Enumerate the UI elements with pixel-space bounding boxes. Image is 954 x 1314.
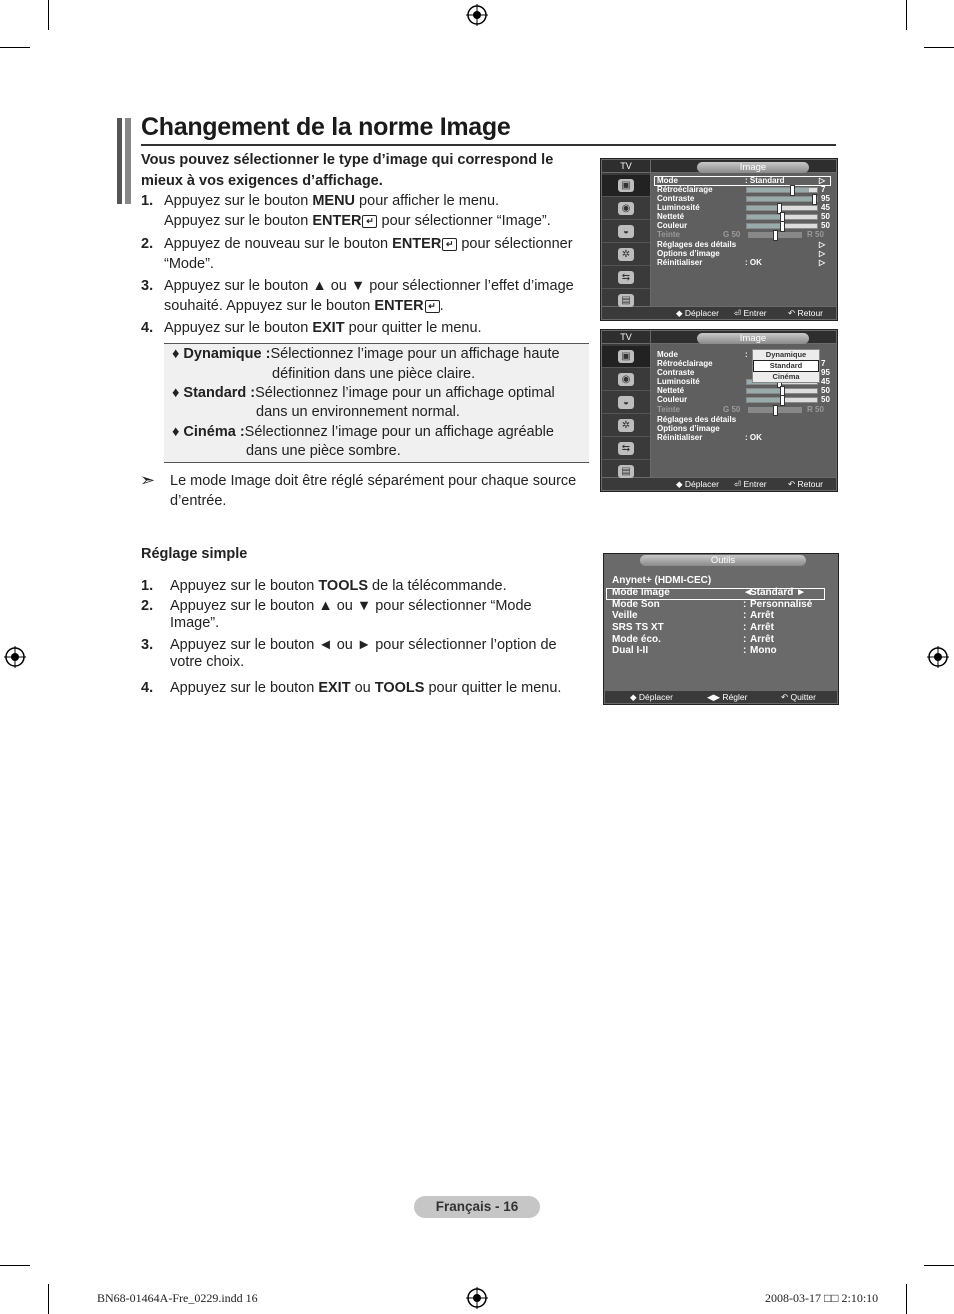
channel-icon[interactable]: ◒ xyxy=(602,221,650,243)
step-number: 4. xyxy=(141,320,154,336)
tools-item-mode-eco[interactable]: Mode éco. : Arrêt xyxy=(612,634,774,645)
menu-item-options[interactable]: Options d’image xyxy=(657,249,720,258)
input-icon[interactable]: ⇆ xyxy=(602,438,650,460)
menu-item-teinte: Teinte xyxy=(657,230,680,239)
input-icon[interactable]: ⇆ xyxy=(602,267,650,289)
crop-mark xyxy=(0,1265,30,1266)
enter-hint: ⏎ Entrer xyxy=(734,479,767,489)
option-standard: ♦ Standard :Sélectionnez l’image pour un affichage optimal xyxy=(172,385,555,401)
sound-icon[interactable]: ◉ xyxy=(602,198,650,220)
option-dynamique: ♦ Dynamique :Sélectionnez l’image pour un affichage haute xyxy=(172,346,560,362)
page-title: Changement de la norme Image xyxy=(141,113,511,141)
tools-item-srs[interactable]: SRS TS XT : Arrêt xyxy=(612,622,774,633)
registration-mark-icon xyxy=(4,646,26,668)
slider-luminosite[interactable] xyxy=(746,205,818,211)
menu-item-nettete[interactable]: Netteté xyxy=(657,212,685,221)
crop-mark xyxy=(0,47,30,48)
menu-footer xyxy=(602,307,836,319)
arrow-right-icon: ▷ xyxy=(819,249,826,258)
sound-icon[interactable]: ◉ xyxy=(602,369,650,391)
picture-icon[interactable]: ▣ xyxy=(602,346,650,368)
picture-icon[interactable]: ▣ xyxy=(602,175,650,197)
menu-header: Image xyxy=(697,333,809,344)
adjust-hint: ◀▶ Régler xyxy=(707,692,748,702)
tools-menu xyxy=(603,553,839,705)
tools-item-dual[interactable]: Dual I-II : Mono xyxy=(612,645,777,656)
move-hint: ◆ Déplacer xyxy=(630,692,673,702)
setup-icon[interactable]: ✲ xyxy=(602,415,650,437)
crop-mark xyxy=(906,0,907,30)
menu-tv-label: TV xyxy=(602,331,650,343)
title-accent-bar xyxy=(117,118,122,204)
note-text: Le mode Image doit être réglé séparément pour chaque source d’entrée. xyxy=(170,473,577,509)
crop-mark xyxy=(924,1265,954,1266)
enter-hint: ⏎ Entrer xyxy=(734,308,767,318)
slider-teinte xyxy=(748,232,802,238)
step-number: 2. xyxy=(141,236,154,252)
menu-sidebar xyxy=(602,344,650,477)
move-hint: ◆ Déplacer xyxy=(676,308,719,318)
tools-item-mode-image[interactable]: Mode Image ◄ Standard ► xyxy=(612,587,807,598)
move-hint: ◆ Déplacer xyxy=(676,479,719,489)
menu-item-retro[interactable]: Rétroéclairage xyxy=(657,185,713,194)
enter-icon: ↵ xyxy=(362,215,377,228)
menu-footer xyxy=(602,478,836,490)
tools-header: Outils xyxy=(640,555,806,566)
registration-mark-icon xyxy=(466,1287,488,1309)
section-title: Réglage simple xyxy=(141,546,248,562)
registration-mark-icon xyxy=(927,646,949,668)
crop-mark xyxy=(924,47,954,48)
channel-icon[interactable]: ◒ xyxy=(602,392,650,414)
arrow-right-icon: ▷ xyxy=(819,258,826,267)
crop-mark xyxy=(48,1284,49,1314)
imprint-file: BN68-01464A-Fre_0229.indd 16 xyxy=(97,1291,258,1305)
options-box: ♦ Dynamique :Sélectionnez l’image pour un affichage haute définition dans une pièce claire. ♦ Standard :Sélectionnez l’image pour un affichage optimal dans un environnement normal. ♦ Cinéma :Sélectionnez l’image pour un affichage agréable dans une pièce sombre. xyxy=(164,343,589,463)
tools-item-veille[interactable]: Veille : Arrêt xyxy=(612,610,774,621)
step-number: 1. xyxy=(141,193,154,209)
mode-dropdown[interactable] xyxy=(752,349,820,383)
menu-panel: Mode : Standard ▷ Rétroéclairage 7 Contraste 95 Luminosité 45 Netteté 50 Couleur 50 Teinte G 50 R 50 Réglages des détails ▷ Options d’image ▷ Réinitialiser : OK ▷ xyxy=(651,173,836,306)
crop-mark xyxy=(48,0,49,30)
step-number: 3. xyxy=(141,278,154,294)
slider-nettete[interactable] xyxy=(746,214,818,220)
intro-text: Vous pouvez sélectionner le type d’image qui correspond le mieux à vos exigences d’affichage. xyxy=(141,152,554,189)
registration-mark-icon xyxy=(466,4,488,26)
enter-icon: ↵ xyxy=(442,238,457,251)
tv-menu-image-dropdown xyxy=(600,329,838,492)
menu-panel: Mode : Rétroéclairage 7 Contraste 95 Luminosité 45 Netteté 50 Couleur 50 Teinte G 50 R 50 Réglages des détails Options d’image Réinitialiser : OK Dynamique Standard Cinéma xyxy=(651,344,836,477)
back-hint: ↶ Retour xyxy=(788,479,823,489)
tools-item-mode-son[interactable]: Mode Son : Personnalisé xyxy=(612,599,813,610)
dropdown-option-cinema[interactable]: Cinéma xyxy=(772,372,800,381)
dropdown-option-standard[interactable]: Standard xyxy=(753,360,819,372)
application-icon[interactable]: ▤ xyxy=(602,461,650,483)
menu-item-reglages[interactable]: Réglages des détails xyxy=(657,240,737,249)
menu-item-couleur[interactable]: Couleur xyxy=(657,221,688,230)
tools-item-anynet[interactable]: Anynet+ (HDMI-CEC) xyxy=(612,575,712,586)
arrow-left-icon[interactable]: ◄ xyxy=(743,587,753,598)
slider-couleur[interactable] xyxy=(746,397,818,403)
arrow-right-icon: ▷ xyxy=(819,176,826,185)
option-cinema: ♦ Cinéma :Sélectionnez l’image pour un affichage agréable xyxy=(172,424,554,440)
imprint-date: 2008-03-17 □□ 2:10:10 xyxy=(765,1291,879,1305)
menu-item-luminosite[interactable]: Luminosité xyxy=(657,203,700,212)
arrow-right-icon: ▷ xyxy=(819,240,826,249)
page-number-badge: Français - 16 xyxy=(414,1196,540,1218)
back-hint: ↶ Retour xyxy=(788,308,823,318)
slider-nettete[interactable] xyxy=(746,388,818,394)
quit-hint: ↶ Quitter xyxy=(781,692,816,702)
tools-footer xyxy=(605,691,837,703)
title-accent-bar xyxy=(125,118,131,204)
slider-contraste[interactable] xyxy=(746,196,818,202)
application-icon[interactable]: ▤ xyxy=(602,290,650,312)
menu-header: Image xyxy=(697,162,809,173)
menu-item-mode[interactable]: Mode xyxy=(657,176,678,185)
menu-tv-label: TV xyxy=(602,160,650,172)
note-arrow-icon: ➣ xyxy=(140,470,156,490)
menu-item-reinit[interactable]: Réinitialiser xyxy=(657,258,703,267)
slider-retro[interactable] xyxy=(746,187,818,193)
slider-teinte xyxy=(748,407,802,413)
menu-item-mode[interactable]: Mode xyxy=(657,350,678,359)
tv-menu-image xyxy=(600,158,838,321)
slider-couleur[interactable] xyxy=(746,223,818,229)
dropdown-option-dynamique[interactable]: Dynamique xyxy=(765,350,807,359)
title-rule xyxy=(141,144,836,146)
setup-icon[interactable]: ✲ xyxy=(602,244,650,266)
enter-icon: ↵ xyxy=(425,300,440,313)
menu-sidebar xyxy=(602,173,650,306)
menu-item-contraste[interactable]: Contraste xyxy=(657,194,695,203)
crop-mark xyxy=(906,1284,907,1314)
